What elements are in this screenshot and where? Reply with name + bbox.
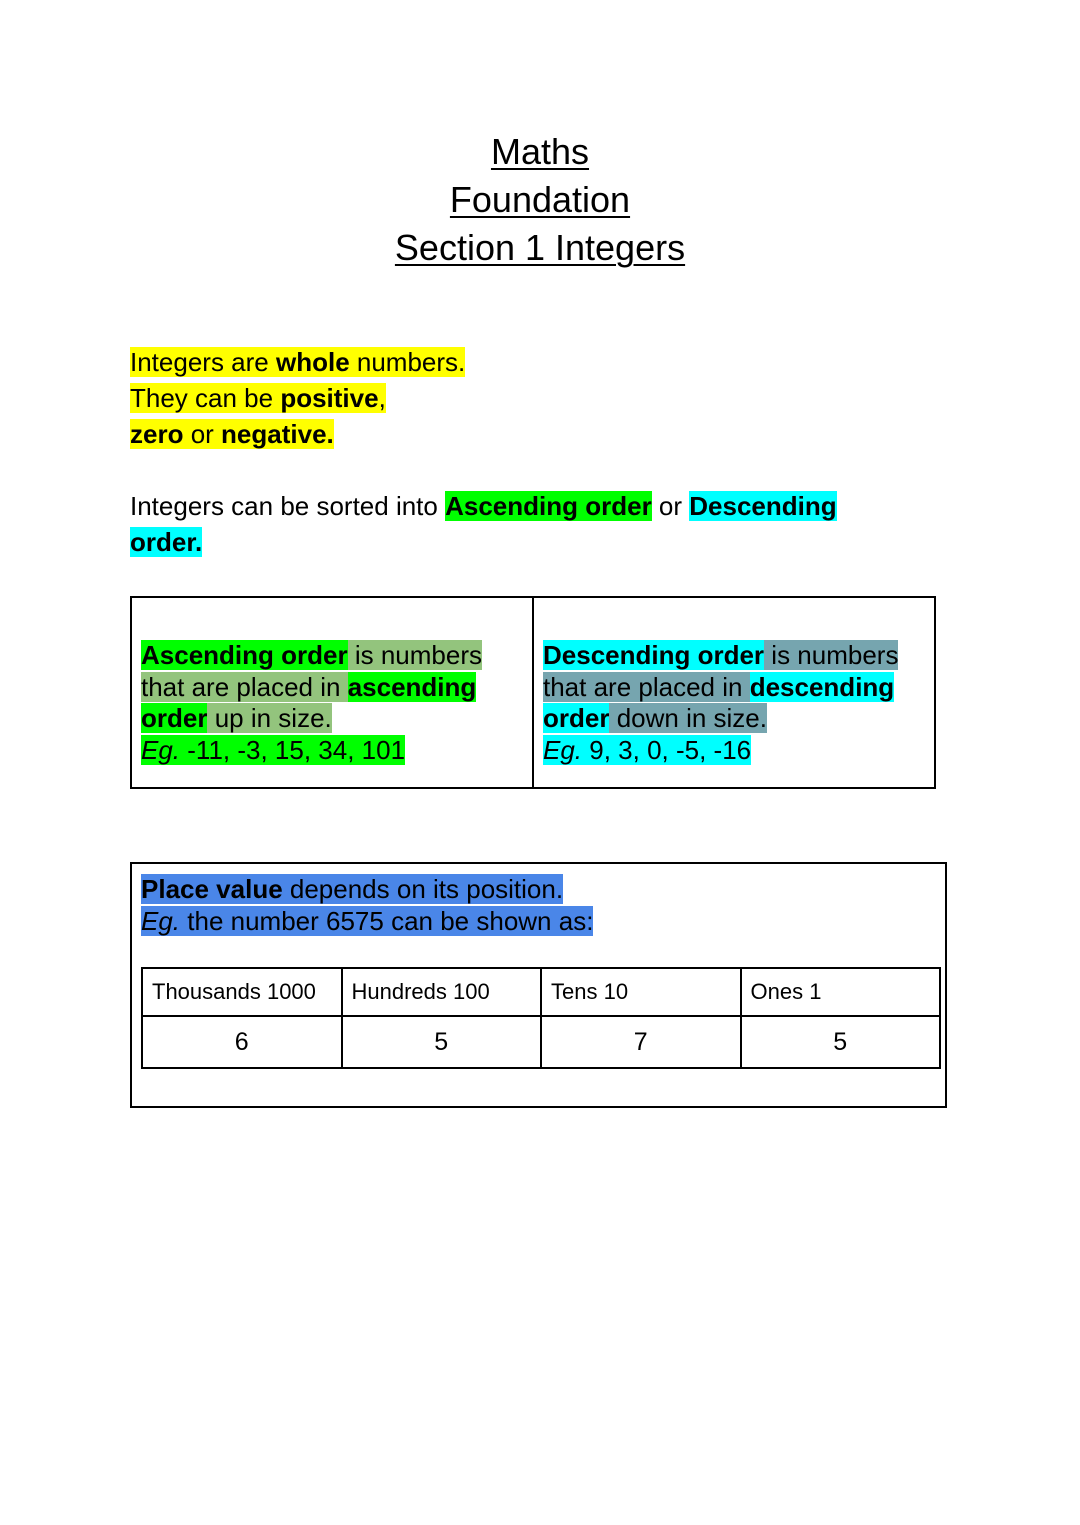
digit-ones: 5 [741,1016,941,1068]
descending-term: Descending order [543,640,765,670]
ascending-definition-cell [132,598,532,787]
ascending-keyword: Ascending order [445,491,652,521]
page-title [0,128,1080,272]
ascending-text: up in size. [207,703,332,733]
intro-keyword-negative: negative. [221,419,334,449]
descending-keyword: Descending order. [130,491,837,557]
descending-text: is numbers that are placed in [543,640,899,702]
ascending-term-inline: ascending order [141,671,477,733]
descending-term-inline: descending order [543,671,895,733]
sorting-paragraph [130,488,910,560]
header-hundreds: Hundreds 100 [342,968,542,1016]
place-value-text [141,874,593,937]
place-value-eg-label: Eg. [141,905,181,936]
place-value-term: Place value [141,874,283,904]
intro-text: Integers are [130,347,276,377]
intro-text: or [183,419,222,449]
place-value-description: depends on its position. [282,874,564,904]
descending-example: 9, 3, 0, -5, -16 [582,734,752,765]
intro-keyword-positive: positive [280,383,379,413]
ascending-eg-label: Eg. [141,734,181,765]
digit-hundreds: 5 [342,1016,542,1068]
place-value-table [141,967,941,1069]
intro-keyword-whole: whole [275,347,350,377]
ascending-term: Ascending order [141,640,348,670]
header-thousands: Thousands 1000 [142,968,342,1016]
descending-definition-cell [532,598,934,787]
header-ones: Ones 1 [741,968,941,1016]
ascending-text: is numbers that are placed in [141,640,482,702]
title-subject: Maths [490,131,590,172]
sorting-text: Integers can be sorted into [130,491,446,521]
integers-definition [130,344,465,452]
intro-keyword-zero: zero [130,419,184,449]
title-section: Section 1 Integers [394,227,686,268]
title-level: Foundation [449,179,631,220]
place-value-example: the number 6575 can be shown as: [180,905,594,936]
descending-text: down in size. [609,703,767,733]
sorting-text: or [651,491,690,521]
intro-text: , [378,383,386,413]
place-value-header-row [142,968,940,1016]
descending-eg-label: Eg. [543,734,583,765]
digit-thousands: 6 [142,1016,342,1068]
order-definitions-table [130,596,936,789]
header-tens: Tens 10 [541,968,741,1016]
intro-text: They can be [130,383,281,413]
place-value-digit-row [142,1016,940,1068]
place-value-box [130,862,947,1108]
ascending-example: -11, -3, 15, 34, 101 [180,734,406,765]
digit-tens: 7 [541,1016,741,1068]
intro-text: numbers. [349,347,466,377]
